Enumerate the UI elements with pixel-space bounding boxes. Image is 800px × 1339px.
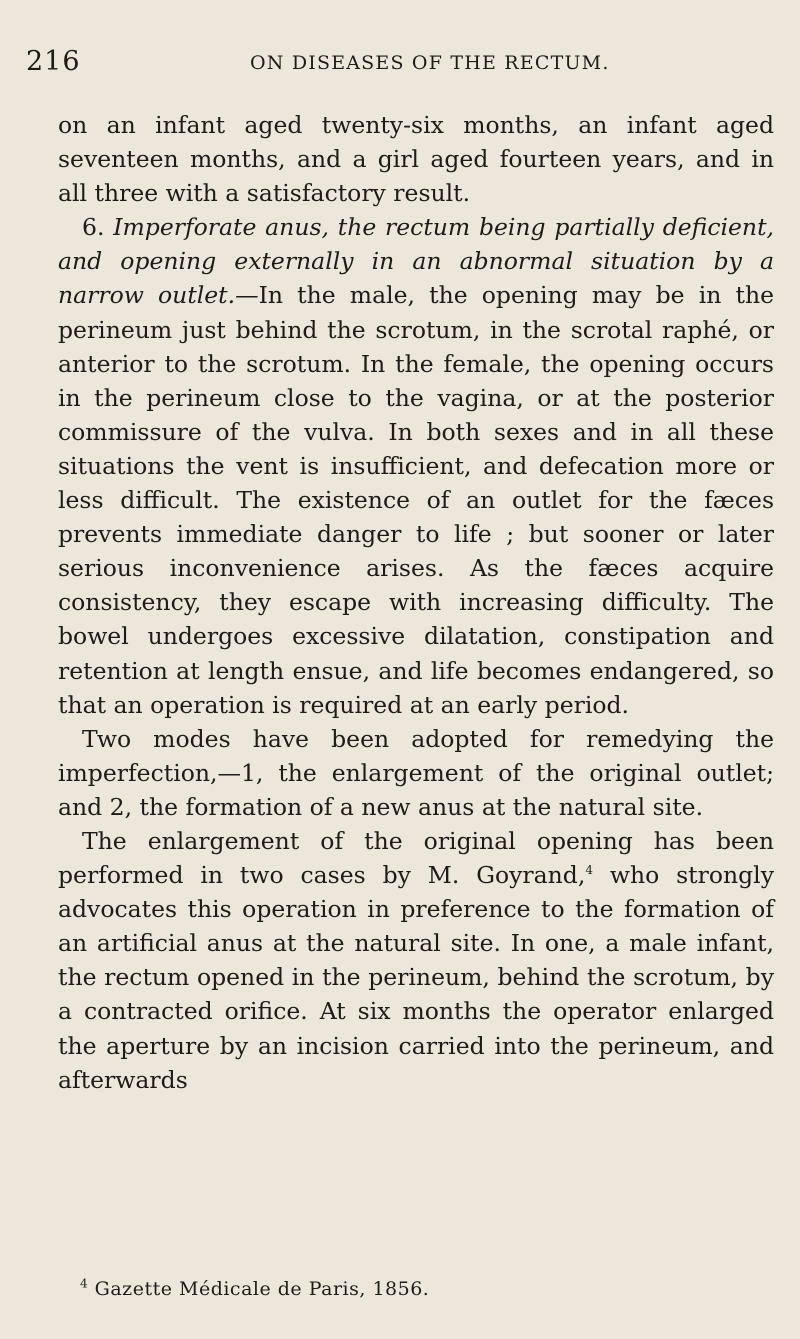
footnote-text: Gazette Médicale de Paris, 1856. [88, 1278, 430, 1300]
footnote [80, 1278, 429, 1300]
paragraph-enlargement [58, 824, 774, 1097]
footnote-marker: 4 [80, 1276, 89, 1291]
page-number: 216 [26, 46, 81, 77]
paragraph-text-end: who strongly advocates this operation in preference to the formation of an artificial anus at the natural site. In one, a male infant, the rectum opened in the perineum, behind the scrotum, by a contracted orifice. At six months the operator enlarged the aperture by an incision carried into the perineum, and afterwards [58, 861, 774, 1094]
section-heading: Imperforate anus, the rectum being partially deficient, and opening externally in an abnormal situation by a narrow outlet. [58, 213, 774, 310]
running-head: ON DISEASES OF THE RECTUM. [250, 52, 610, 74]
body-text [58, 108, 774, 1097]
section-body: —In the male, the opening may be in the perineum just behind the scrotum, in the scrotal raphé, or anterior to the scrotum. In the female, the opening occurs in the perineum close to the vagina, or at the posterior commissure of the vulva. In both sexes and in all these situations the vent is insufficient, and defecation more or less difficult. The existence of an outlet for the fæces prevents immediate danger to life ; but sooner or later serious inconvenience arises. As the fæces acquire consistency, they escape with increasing difficulty. The bowel undergoes excessive dilatation, constipation and retention at length ensue, and life becomes endangered, so that an operation is required at an early period. [58, 281, 774, 719]
paragraph-section-6 [58, 210, 774, 721]
paragraph-text-start: The enlargement of the original opening has been performed in two cases by M. Goyrand, [58, 826, 774, 890]
paragraph-two-modes: Two modes have been adopted for remedying the imperfection,—1, the enlargement of the original outlet; and 2, the formation of a new anus at the natural site. [58, 724, 774, 821]
page-header [26, 46, 766, 86]
paragraph-continuation: on an infant aged twenty-six months, an infant aged seventeen months, and a girl aged fourteen years, and in all three with a satisfactory result. [58, 111, 774, 208]
footnote-reference: 4 [585, 863, 593, 878]
section-number: 6. [82, 213, 105, 242]
